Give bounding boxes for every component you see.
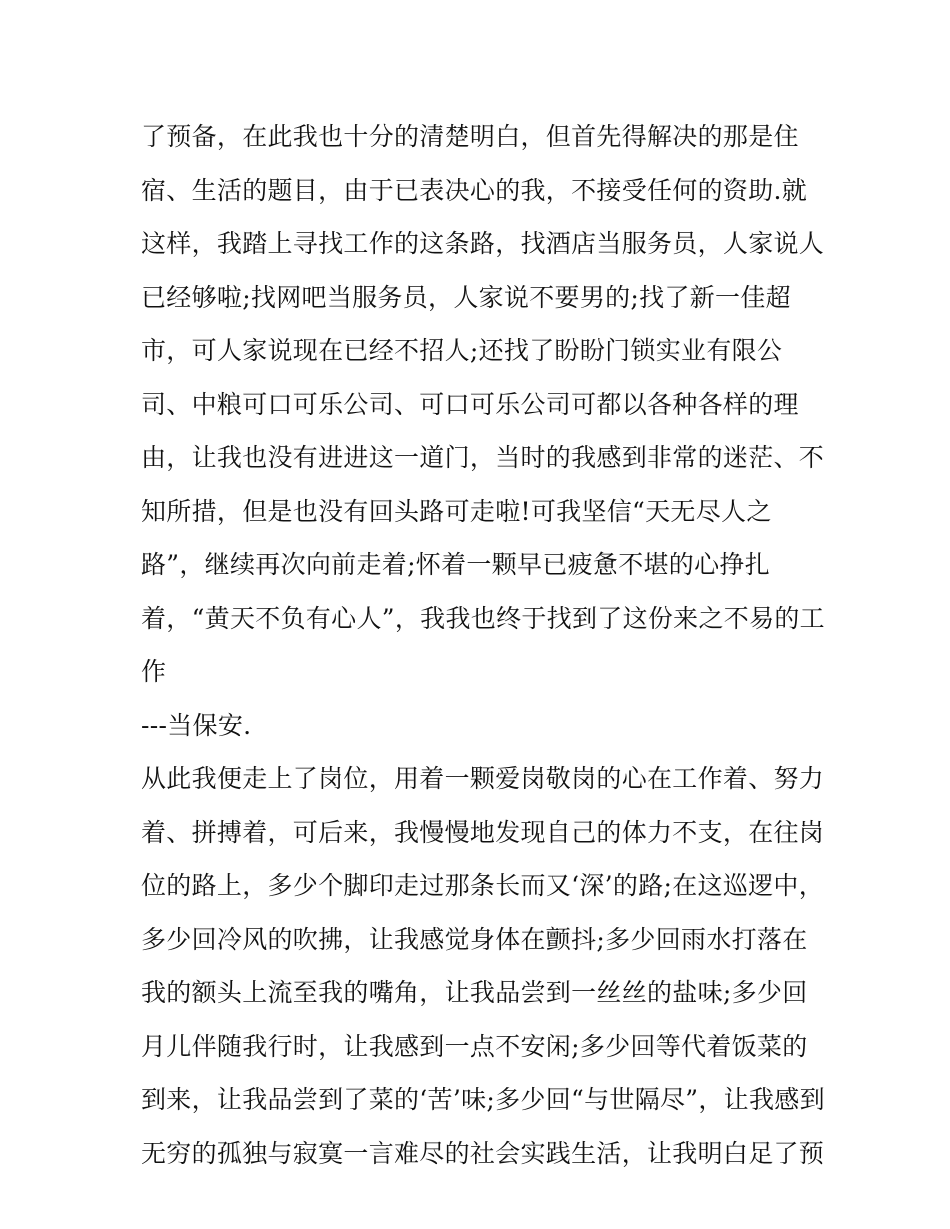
text-line: 着，“黄天不负有心人”，我我也终于找到了这份来之不易的工: [141, 603, 825, 633]
text-line: 多少回冷风的吹拂，让我感觉身体在颤抖;多少回雨水打落在: [141, 924, 808, 954]
text-line: 无穷的孤独与寂寞一言难尽的社会实践生活，让我明白足了预: [141, 1138, 825, 1168]
text-line: 司、中粮可口可乐公司、可口可乐公司可都以各种各样的理: [141, 389, 799, 419]
text-line: ---当保安.: [141, 710, 252, 740]
text-line: 作: [141, 657, 167, 686]
body-text: [141, 110, 831, 1180]
text-line: 知所措，但是也没有回头路可走啦!可我坚信“天无尽人之: [141, 496, 772, 526]
text-line: 这样，我踏上寻找工作的这条路，找酒店当服务员，人家说人: [141, 229, 825, 258]
text-line: 路”，继续再次向前走着;怀着一颗早已疲惫不堪的心挣扎: [141, 550, 771, 579]
text-line: 由，让我也没有进进这一道门，当时的我感到非常的迷茫、不: [141, 443, 825, 472]
text-line: 月儿伴随我行时，让我感到一点不安闲;多少回等代着饭菜的: [141, 1031, 808, 1061]
text-line: 从此我便走上了岗位，用着一颗爱岗敬岗的心在工作着、努力: [141, 764, 825, 793]
text-line: 位的路上，多少个脚印走过那条长而又‘深’的路;在这巡逻中，: [141, 871, 825, 900]
text-line: 我的额头上流至我的嘴角，让我品尝到一丝丝的盐味;多少回: [141, 978, 808, 1007]
text-line: 着、拼搏着，可后来，我慢慢地发现自己的体力不支，在往岗: [141, 817, 825, 847]
text-line: 了预备，在此我也十分的清楚明白，但首先得解决的那是住: [141, 122, 799, 151]
text-line: 市，可人家说现在已经不招人;还找了盼盼门锁实业有限公: [141, 336, 783, 365]
text-line: 已经够啦;找网吧当服务员，人家说不要男的;找了新一佳超: [141, 282, 791, 312]
text-line: 到来，让我品尝到了菜的‘苦’味;多少回“与世隔尽”，让我感到: [141, 1085, 825, 1114]
text-line: 宿、生活的题目，由于已表决心的我，不接受任何的资助.就: [141, 175, 808, 205]
